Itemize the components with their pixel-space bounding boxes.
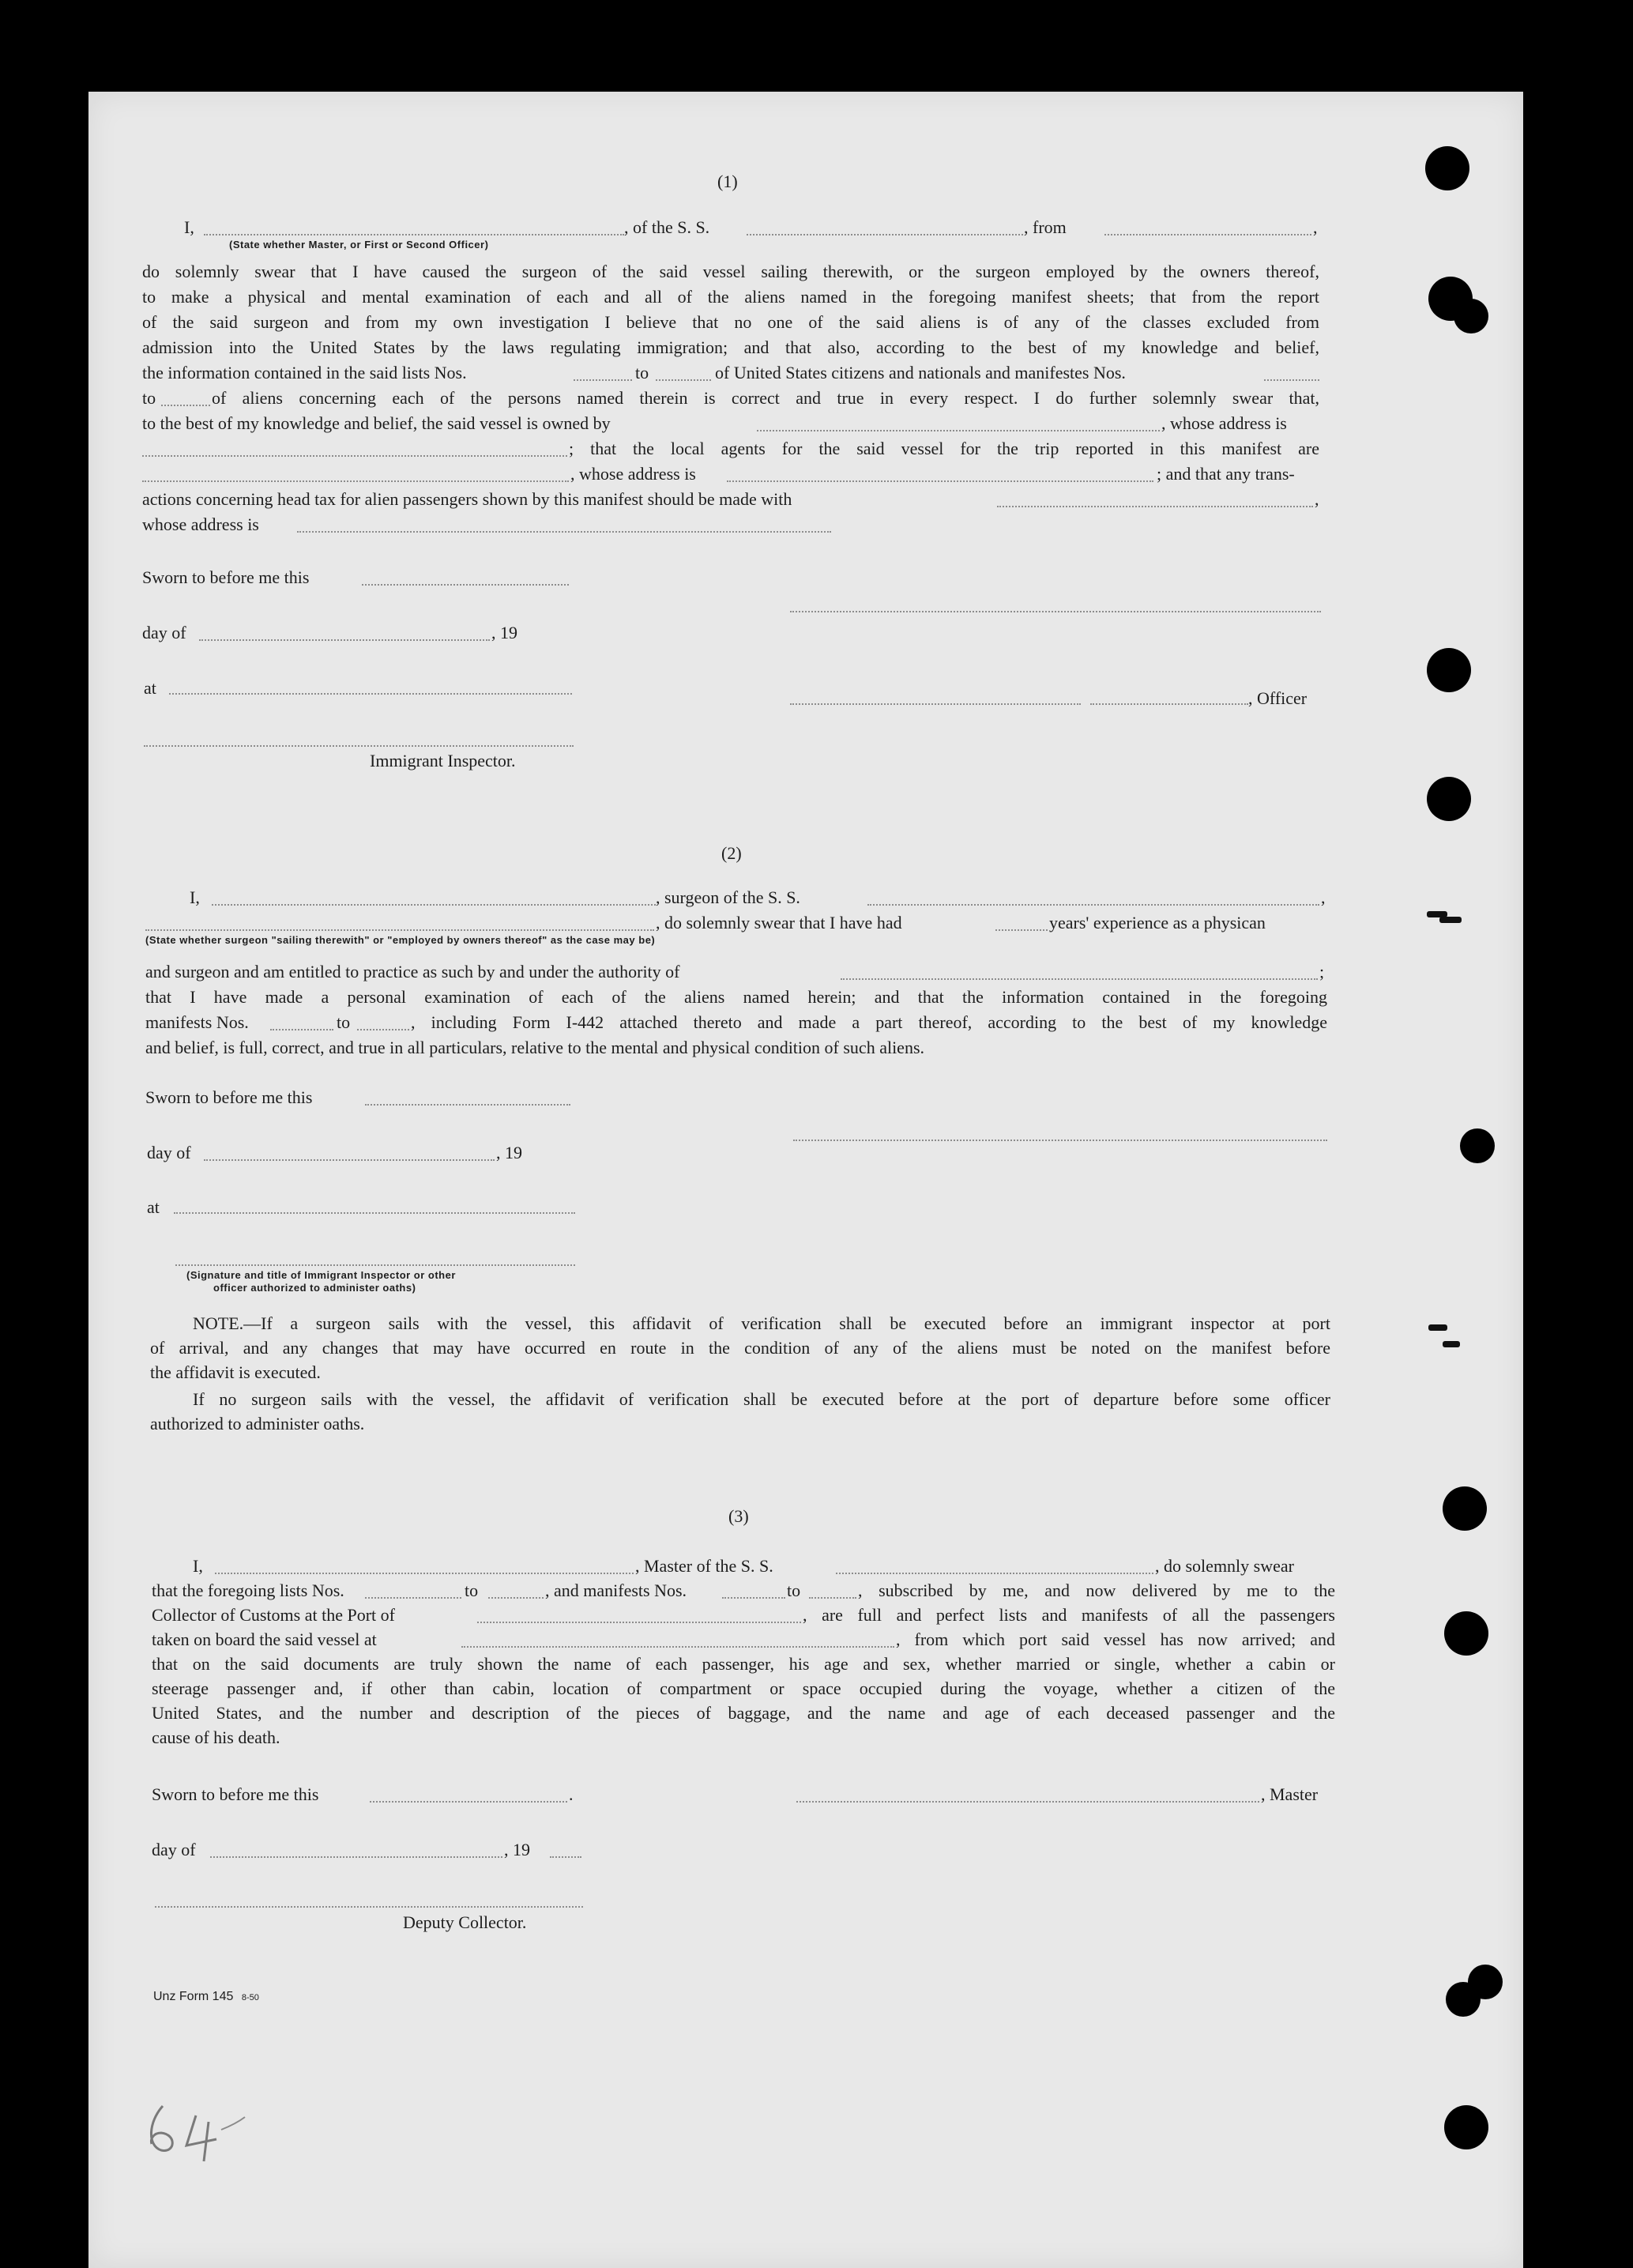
s3-are-full: , are full and perfect lists and manifests of all the passengers [803,1605,1335,1625]
punch-hole [1454,299,1488,333]
s2-to: to [337,1012,351,1032]
s1-agents-address-field[interactable] [727,480,1153,482]
s3-from-which: , from which port said vessel has now arrived; and [896,1629,1335,1649]
s3-foregoing: that the foregoing lists Nos. [152,1580,344,1600]
s3-sworn: Sworn to before me this [152,1784,319,1804]
s1-officer-title-field[interactable] [1090,703,1248,705]
s1-of-the-ss: , of the S. S. [624,217,710,237]
punch-hole [1443,1486,1487,1531]
s2-manifest-from-field[interactable] [270,1029,333,1030]
s1-sworn-field[interactable] [362,584,569,586]
s3-subscribed: , subscribed by me, and now delivered by me to the [858,1580,1335,1600]
s2-surgeon-type-field[interactable] [145,929,654,931]
s1-officer-name-field[interactable] [790,703,1081,705]
s2-including: , including Form I-442 attached thereto and made a part thereof, according to the best of my knowledge [411,1012,1327,1032]
section-2-number: (2) [721,843,742,863]
s1-actions: actions concerning head tax for alien passengers shown by this manifest should be made with [142,489,792,509]
s1-from-field[interactable] [1104,234,1311,235]
s3-manifest-to-field[interactable] [809,1597,856,1599]
s3-day-field[interactable] [210,1856,502,1858]
s1-any-trans: ; and that any trans- [1157,464,1295,484]
s2-surgeon-name-field[interactable] [212,904,656,906]
s2-manifests-nos: manifests Nos. [145,1012,249,1032]
s1-whose-address-2: , whose address is [570,464,696,484]
s1-owner-field[interactable] [757,430,1160,431]
s1-info-to: to [635,363,649,382]
s1-day-of: day of [142,623,186,642]
s2-sworn-field[interactable] [365,1104,570,1106]
form-number: Unz Form 145 8-50 [153,1990,259,2003]
s1-i-label: I, [184,217,194,237]
s2-at-field[interactable] [174,1212,575,1214]
s2-day-of: day of [147,1143,191,1162]
s2-years-exp: years' experience as a physican [1049,913,1266,932]
s3-and-manifests: , and manifests Nos. [545,1580,687,1600]
s2-day-field[interactable] [204,1159,495,1161]
punch-hole [1427,777,1471,821]
s1-manifest-to-field[interactable] [161,405,210,406]
s1-signature-field[interactable] [790,611,1321,612]
punch-hole [1425,146,1469,190]
s3-deputy-label: Deputy Collector. [403,1912,527,1932]
s1-at: at [144,678,156,698]
punch-hole [1444,2105,1488,2149]
s3-day-of: day of [152,1840,196,1859]
s1-owned-by: to the best of my knowledge and belief, the said vessel is owned by [142,413,611,433]
s1-info-part1: the information contained in the said lists Nos. [142,363,467,382]
s3-body-line: steerage passenger and, if other than cabin, location of compartment or space occupied during the voyage, whether a citizen of the [152,1678,1335,1698]
s1-ship-field[interactable] [747,234,1023,235]
section-1-number: (1) [717,171,738,191]
s1-head-tax-address-field[interactable] [297,531,831,533]
s1-inspector-field[interactable] [144,745,574,747]
s3-body-line: that on the said documents are truly shown the name of each passenger, his age and sex, whether married or single, whether a cabin or [152,1654,1335,1674]
s1-local-agents: ; that the local agents for the said vessel for the trip reported in this manifest are [569,439,1319,458]
s1-whose-address: , whose address is [1161,413,1287,433]
s1-head-tax-field[interactable] [997,506,1313,507]
punch-hole [1460,1128,1495,1163]
s1-manifest-from-field[interactable] [1264,379,1319,381]
s2-years-field[interactable] [995,929,1048,931]
s3-ship-field[interactable] [836,1573,1153,1574]
s3-master-signature-field[interactable] [796,1801,1259,1803]
s2-signature-note-2: officer authorized to administer oaths) [213,1282,416,1294]
section-3-number: (3) [728,1506,749,1526]
s1-officer-label: , Officer [1248,688,1308,708]
s1-whose-address-last: whose address is [142,514,259,534]
s3-to2: to [787,1580,801,1600]
s2-no-surgeon: If no surgeon sails with the vessel, the affidavit of verification shall be executed before at the port of departure before some officer [193,1389,1330,1409]
s2-note-line: NOTE.—If a surgeon sails with the vessel, this affidavit of verification shall be executed before an immigrant inspector at port [193,1313,1330,1333]
s2-manifest-to-field[interactable] [357,1029,409,1030]
s2-body-line: that I have made a personal examination of each of the aliens named herein; and that the information contained in the foregoing [145,987,1327,1007]
punch-hole [1444,1611,1488,1656]
s2-nineteen: , 19 [496,1143,522,1162]
s1-body-line: of the said surgeon and from my own investigation I believe that no one of the said aliens is of any of the classes excluded from [142,312,1319,332]
s2-and-belief: and belief, is full, correct, and true in all particulars, relative to the mental and physical condition of such aliens. [145,1038,925,1057]
handwritten-mark [141,2098,259,2169]
s1-from-label: , from [1024,217,1067,237]
edge-mark [1428,1324,1447,1331]
s3-port-field[interactable] [477,1622,801,1623]
s1-list-to-field[interactable] [656,379,711,381]
s2-authority-field[interactable] [841,978,1318,980]
s3-body-line: United States, and the number and description of the pieces of baggage, and the name and age of each deceased passenger and the [152,1703,1335,1723]
s1-owner-address-field[interactable] [142,455,567,457]
s1-agents-field[interactable] [142,480,569,482]
s2-do-solemnly: , do solemnly swear that I have had [656,913,902,932]
s3-lists-to-field[interactable] [488,1597,544,1599]
s1-line-to: to [142,388,156,408]
s1-line-aliens: of aliens concerning each of the persons named therein is correct and true in every respect. I do further solemnly swear that, [212,388,1319,408]
s2-ship-field[interactable] [867,904,1319,906]
s1-at-field[interactable] [169,693,572,695]
s1-body-line: do solemnly swear that I have caused the surgeon of the said vessel sailing therewith, or the surgeon employed by the owners thereof, [142,262,1319,281]
s1-nineteen: , 19 [491,623,517,642]
s3-sworn-field[interactable] [370,1801,567,1803]
s2-inspector-signature-field[interactable] [175,1264,575,1266]
s2-note-last: the affidavit is executed. [150,1362,321,1382]
s3-nineteen: , 19 [504,1840,530,1859]
s1-body-line: admission into the United States by the laws regulating immigration; and that also, according to the best of my knowledge and belief, [142,337,1319,357]
s2-signature-field[interactable] [793,1140,1327,1141]
s3-last-line: cause of his death. [152,1727,280,1747]
s1-officer-note: (State whether Master, or First or Second Officer) [229,239,489,251]
edge-mark [1439,917,1462,923]
s3-year-field[interactable] [550,1856,581,1858]
s2-surgeon-type-note: (State whether surgeon "sailing therewith" or "employed by owners thereof" as the case may be) [145,934,656,946]
s3-master-name-field[interactable] [215,1573,634,1574]
s2-at: at [147,1197,160,1217]
s2-authorized: authorized to administer oaths. [150,1414,365,1434]
s1-info-part2: of United States citizens and nationals and manifestes Nos. [715,363,1126,382]
s2-surgeon-of: , surgeon of the S. S. [656,887,800,907]
s1-officer-field[interactable] [204,234,624,235]
s2-i-label: I, [190,887,200,907]
s3-do-solemnly: , do solemnly swear [1155,1556,1294,1576]
s3-master-label: , Master [1261,1784,1319,1804]
s3-lists-from-field[interactable] [365,1597,461,1599]
s1-day-field[interactable] [199,639,490,641]
s2-note-line: of arrival, and any changes that may have occurred en route in the condition of any of the aliens must be noted on the manifest before [150,1338,1330,1358]
s3-master-of: , Master of the S. S. [635,1556,773,1576]
s3-taken-on: taken on board the said vessel at [152,1629,377,1649]
s2-sworn: Sworn to before me this [145,1087,313,1107]
s3-deputy-signature-field[interactable] [155,1906,583,1908]
s1-inspector-label: Immigrant Inspector. [370,751,516,770]
s1-list-from-field[interactable] [574,379,632,381]
edge-mark [1443,1341,1460,1347]
s3-i-label: I, [193,1556,203,1576]
punch-hole [1427,648,1471,692]
s2-signature-note: (Signature and title of Immigrant Inspector or other [186,1269,456,1281]
s1-sworn: Sworn to before me this [142,567,310,587]
s1-body-line: to make a physical and mental examination of each and all of the aliens named in the foregoing manifest sheets; that from the report [142,287,1319,307]
s2-entitled: and surgeon and am entitled to practice as such by and under the authority of [145,962,680,981]
s3-to1: to [465,1580,479,1600]
s3-port-of-embarkation-field[interactable] [461,1646,894,1648]
s3-collector: Collector of Customs at the Port of [152,1605,395,1625]
s3-manifest-from-field[interactable] [722,1597,785,1599]
punch-hole [1446,1982,1481,2017]
